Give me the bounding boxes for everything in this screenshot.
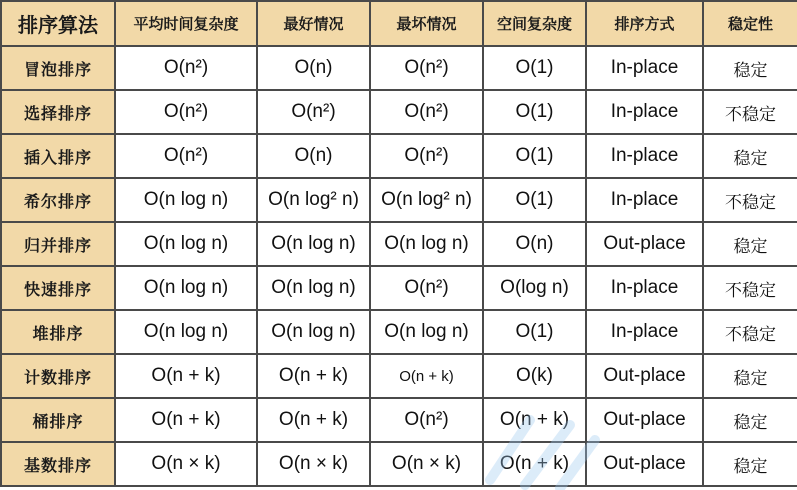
average-time-cell: O(n²) [115,90,257,134]
best-case-cell: O(n) [257,134,370,178]
worst-case-cell: O(n log² n) [370,178,483,222]
best-case-cell: O(n log n) [257,266,370,310]
method-cell: Out-place [586,442,703,486]
worst-case-cell: O(n²) [370,266,483,310]
algorithm-name: 计数排序 [1,354,115,398]
algorithm-name: 希尔排序 [1,178,115,222]
header-worst-case: 最坏情况 [370,1,483,46]
space-cell: O(1) [483,178,586,222]
stability-cell: 稳定 [703,354,797,398]
algorithm-name: 冒泡排序 [1,46,115,90]
stability-cell: 稳定 [703,46,797,90]
space-cell: O(1) [483,46,586,90]
header-algorithm: 排序算法 [1,1,115,46]
best-case-cell: O(n + k) [257,354,370,398]
method-cell: In-place [586,46,703,90]
average-time-cell: O(n²) [115,134,257,178]
table-row [1,178,797,222]
worst-case-cell: O(n²) [370,46,483,90]
header-stability: 稳定性 [703,1,797,46]
algorithm-name: 堆排序 [1,310,115,354]
stability-cell: 稳定 [703,398,797,442]
average-time-cell: O(n log n) [115,310,257,354]
header-best-case: 最好情况 [257,1,370,46]
best-case-cell: O(n × k) [257,442,370,486]
header-average-time: 平均时间复杂度 [115,1,257,46]
space-cell: O(k) [483,354,586,398]
method-cell: Out-place [586,354,703,398]
worst-case-cell: O(n²) [370,90,483,134]
header-space: 空间复杂度 [483,1,586,46]
method-cell: In-place [586,310,703,354]
method-cell: Out-place [586,398,703,442]
table-row [1,354,797,398]
table-row [1,266,797,310]
algorithm-name: 插入排序 [1,134,115,178]
space-cell: O(1) [483,90,586,134]
space-cell: O(log n) [483,266,586,310]
best-case-cell: O(n) [257,46,370,90]
average-time-cell: O(n²) [115,46,257,90]
best-case-cell: O(n²) [257,90,370,134]
header-row [1,1,797,46]
stability-cell: 稳定 [703,442,797,486]
space-cell: O(n + k) [483,398,586,442]
algorithm-name: 快速排序 [1,266,115,310]
method-cell: In-place [586,178,703,222]
stability-cell: 不稳定 [703,266,797,310]
average-time-cell: O(n log n) [115,178,257,222]
table-row [1,398,797,442]
algorithm-name: 基数排序 [1,442,115,486]
best-case-cell: O(n + k) [257,398,370,442]
space-cell: O(1) [483,310,586,354]
worst-case-cell: O(n log n) [370,310,483,354]
worst-case-cell: O(n²) [370,134,483,178]
stability-cell: 不稳定 [703,310,797,354]
algorithm-name: 归并排序 [1,222,115,266]
best-case-cell: O(n log n) [257,310,370,354]
worst-case-cell: O(n log n) [370,222,483,266]
worst-case-cell: O(n²) [370,398,483,442]
stability-cell: 稳定 [703,222,797,266]
space-cell: O(n) [483,222,586,266]
stability-cell: 不稳定 [703,178,797,222]
stability-cell: 稳定 [703,134,797,178]
table-row [1,222,797,266]
space-cell: O(1) [483,134,586,178]
average-time-cell: O(n + k) [115,354,257,398]
worst-case-cell: O(n × k) [370,442,483,486]
average-time-cell: O(n log n) [115,222,257,266]
worst-case-cell: O(n + k) [370,354,483,398]
table-row [1,442,797,486]
average-time-cell: O(n log n) [115,266,257,310]
method-cell: In-place [586,90,703,134]
best-case-cell: O(n log² n) [257,178,370,222]
method-cell: Out-place [586,222,703,266]
average-time-cell: O(n + k) [115,398,257,442]
table-row [1,46,797,90]
method-cell: In-place [586,266,703,310]
algorithm-name: 桶排序 [1,398,115,442]
table-row [1,90,797,134]
header-method: 排序方式 [586,1,703,46]
stability-cell: 不稳定 [703,90,797,134]
table-row [1,310,797,354]
space-cell: O(n + k) [483,442,586,486]
method-cell: In-place [586,134,703,178]
average-time-cell: O(n × k) [115,442,257,486]
best-case-cell: O(n log n) [257,222,370,266]
algorithm-name: 选择排序 [1,90,115,134]
table-row [1,134,797,178]
